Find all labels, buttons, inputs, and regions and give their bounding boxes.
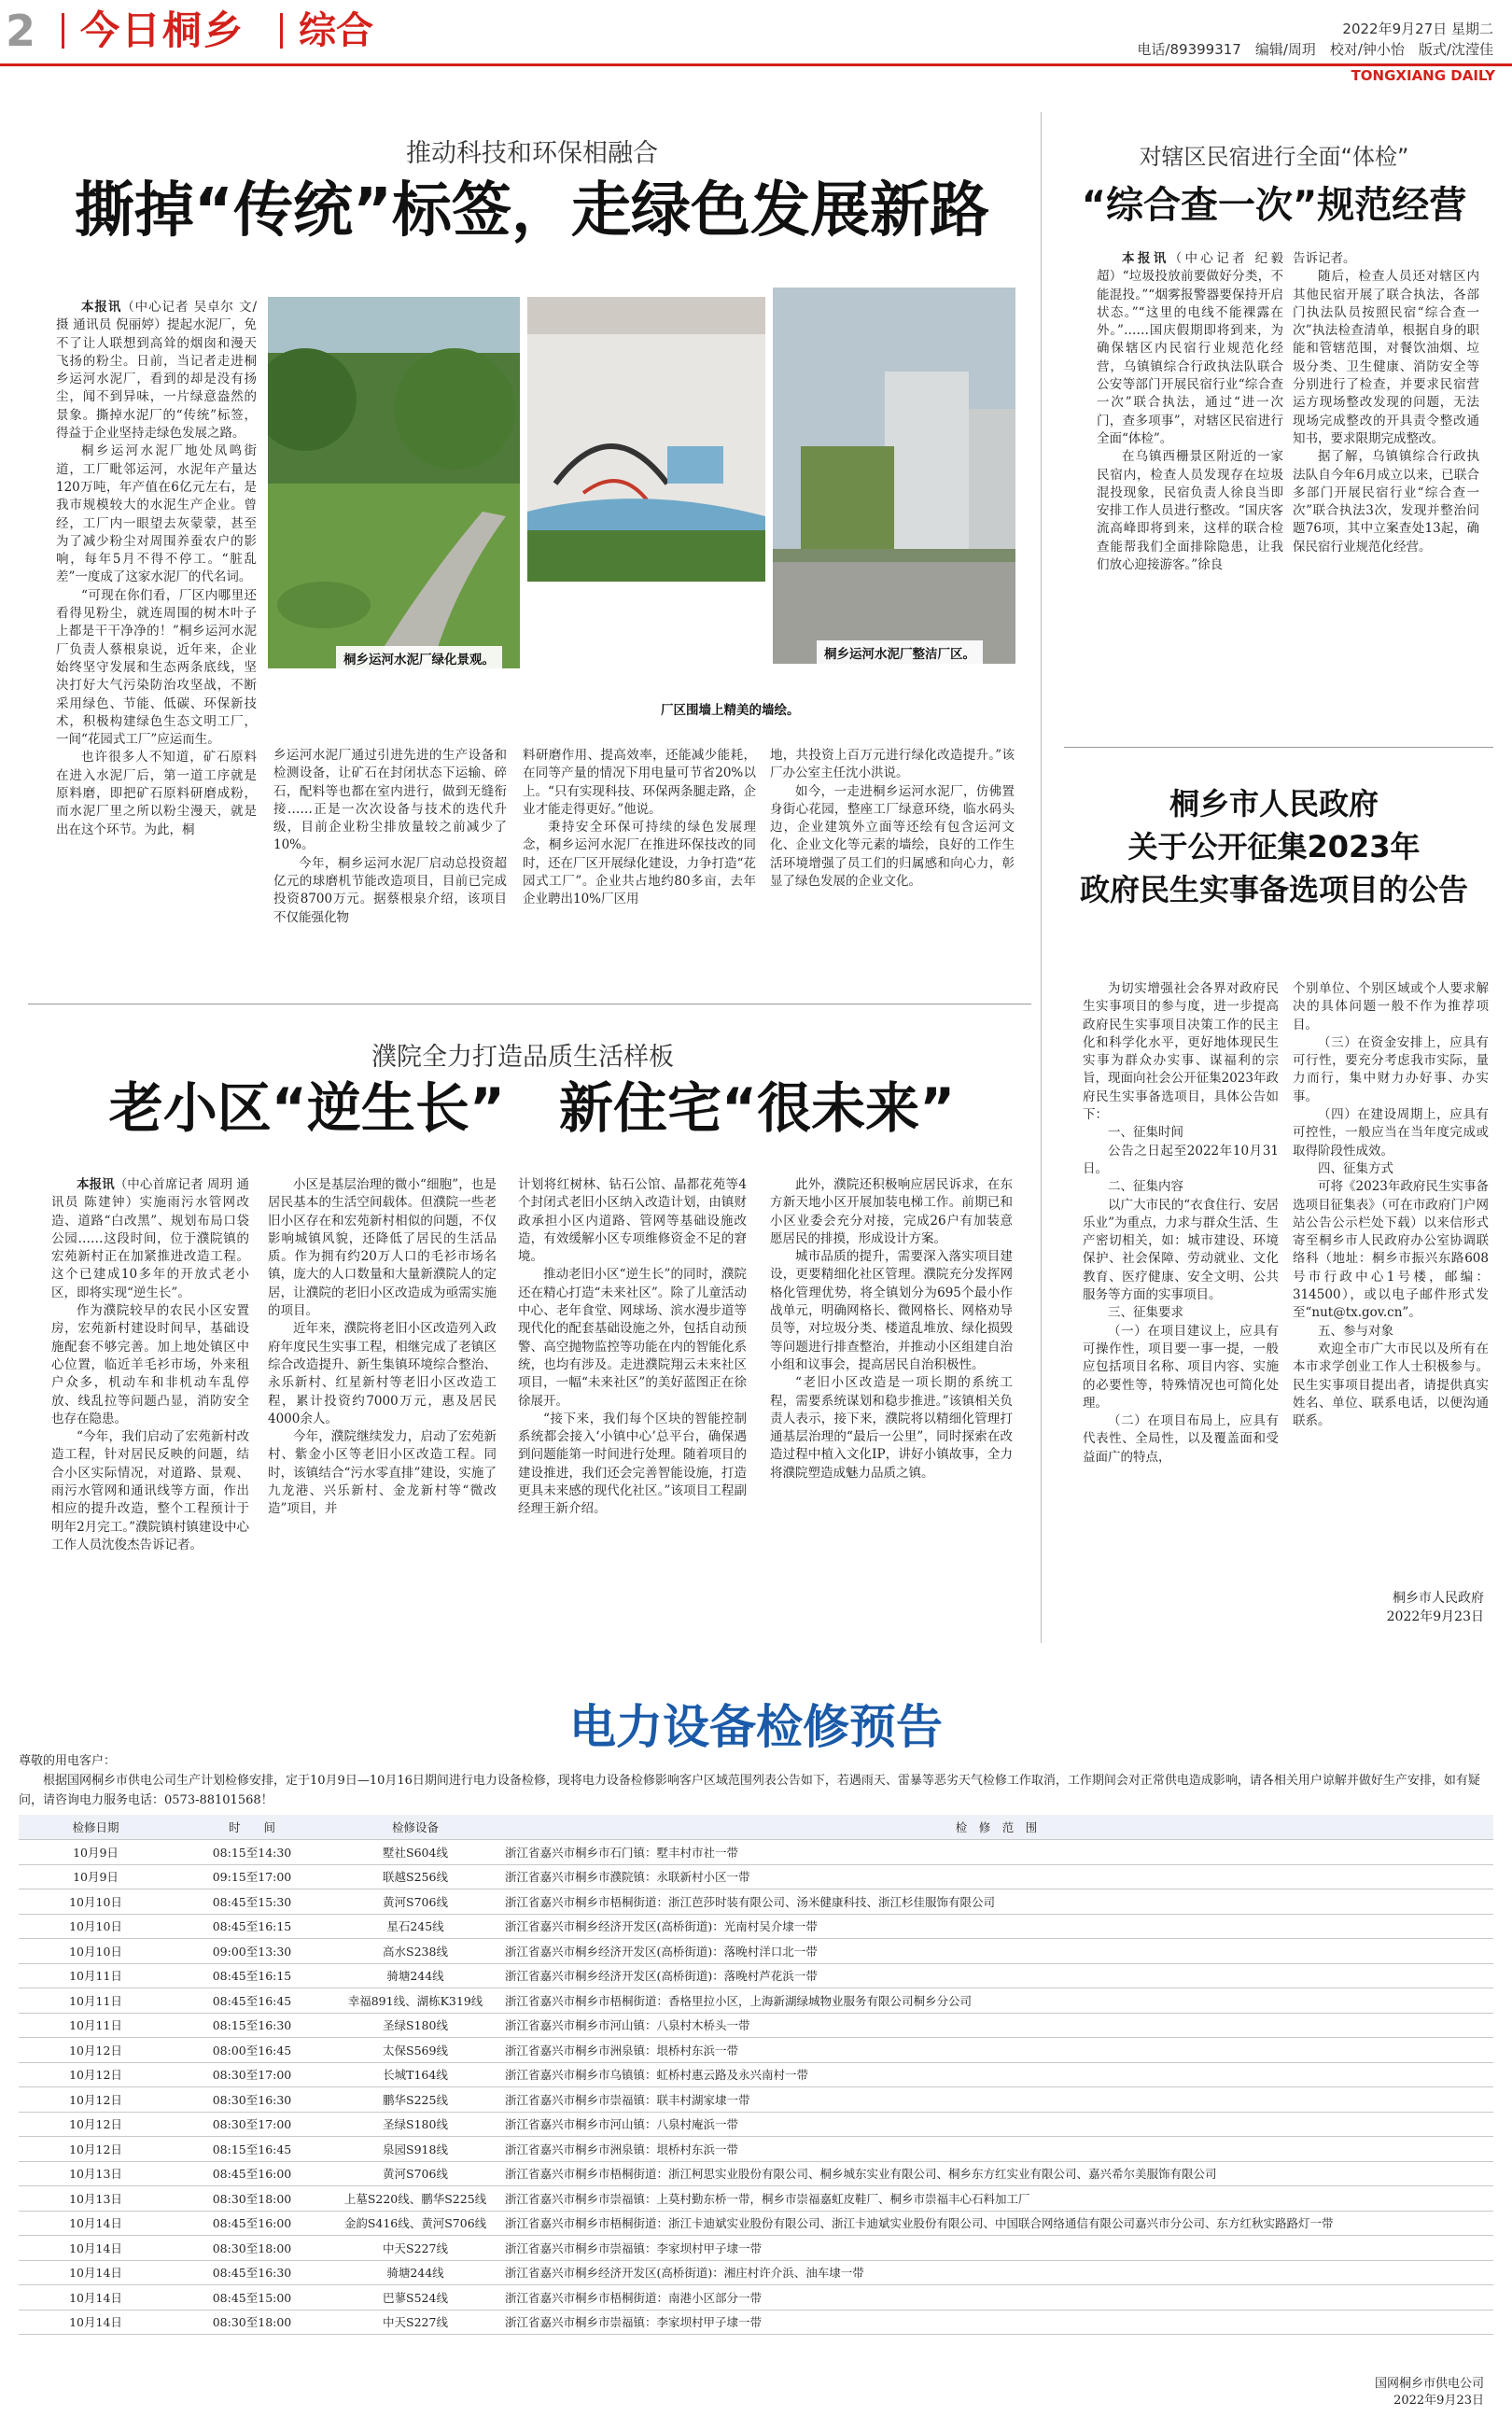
table-cell: 08:30至17:00 bbox=[173, 2112, 331, 2137]
table-cell: 鹏华S225线 bbox=[331, 2087, 499, 2113]
table-cell: 浙江省嘉兴市桐乡市乌镇镇：虹桥村惠云路及永兴南村一带 bbox=[499, 2062, 1493, 2087]
article2-paragraph: 随后，检查人员还对辖区内其他民宿开展了联合执法，各部门执法队员按照民宿“综合查一次”执法检查清单，根据自身的职能和管辖范围，对餐饮油烟、垃圾分类、卫生健康、消防安全等分别进行了检查，并要求民宿营运方现场整改发现的问题，无法现场完成整改的开具责令整改通知书，要求限期完成整改。 bbox=[1293, 269, 1479, 446]
table-cell: 中天S227线 bbox=[331, 2310, 499, 2335]
table-cell: 10月11日 bbox=[19, 1963, 173, 1988]
table-cell: 08:45至16:00 bbox=[173, 2211, 331, 2236]
notice-sign-date: 2022年9月23日 bbox=[1386, 1609, 1484, 1624]
table-cell: 黄河S706线 bbox=[331, 1889, 499, 1915]
table-row bbox=[19, 1889, 1493, 1915]
table-cell: 10月9日 bbox=[19, 1864, 173, 1889]
table-cell: 浙江省嘉兴市桐乡市梧桐街道：浙江卡迪斌实业股份有限公司、浙江卡迪斌实业股份有限公司、中国联合网络通信有限公司嘉兴市分公司、东方红秋实路路灯一带 bbox=[499, 2211, 1493, 2236]
article3-paragraph: 作为濮院较早的农民小区安置房，宏苑新村建设时间早，基础设施配套不够完善。加上地处镇区中心位置，临近羊毛衫市场，外来租户众多，机动车和非机动车乱停放、线乱拉等问题凸显，消防安全也存在隐患。 bbox=[51, 1303, 249, 1426]
article1-paragraph: 也许很多人不知道，矿石原料在进入水泥厂后，第一道工序就是原料磨，即把矿石原料研磨成粉，而水泥厂里之所以粉尘漫天，就是出在这个环节。为此，桐 bbox=[56, 750, 257, 837]
notice-headline bbox=[1055, 782, 1493, 911]
article3-column bbox=[518, 1176, 747, 1643]
article1-byline: 本报讯 bbox=[81, 300, 122, 315]
notice-paragraph: （一）在项目建议上，应具有可操作性，项目要一事一提，一般应包括项目名称、项目内容、实施的必要性等，特殊情况也可简化处理。 bbox=[1083, 1323, 1279, 1411]
table-row bbox=[19, 2211, 1493, 2236]
notice-paragraph: 公告之日起至2022年10月31日。 bbox=[1083, 1143, 1279, 1176]
table-cell: 08:30至18:00 bbox=[173, 2186, 331, 2212]
table-cell: 10月13日 bbox=[19, 2161, 173, 2186]
section-rule bbox=[1064, 747, 1493, 748]
table-cell: 08:45至15:00 bbox=[173, 2285, 331, 2311]
notice-paragraph: 以广大市民的“衣食住行、安居乐业”为重点，力求与群众生活、生产密切相关，如：城市建设、环境保护、社会保障、劳动就业、文化教育、医疗健康、安全文明、公共服务等方面的实事项目。 bbox=[1083, 1197, 1279, 1303]
table-cell: 高水S238线 bbox=[331, 1939, 499, 1964]
article2-column bbox=[1097, 250, 1283, 698]
table-cell: 黄河S706线 bbox=[331, 2161, 499, 2186]
article2-column bbox=[1293, 250, 1479, 698]
table-cell: 08:15至14:30 bbox=[173, 1840, 331, 1865]
table-cell: 10月10日 bbox=[19, 1914, 173, 1939]
table-cell: 10月12日 bbox=[19, 2038, 173, 2063]
notice-headline-line: 桐乡市人民政府 bbox=[1169, 786, 1379, 822]
notice-paragraph: 欢迎全市广大市民以及所有在本市求学创业工作人士积极参与。民生实事项目提出者，请提供真实姓名、单位、联系电话，以便沟通联系。 bbox=[1293, 1341, 1489, 1429]
table-cell: 10月12日 bbox=[19, 2087, 173, 2113]
table-cell: 08:00至16:45 bbox=[173, 2038, 331, 2063]
article3-paragraph: 此外，濮院还积极响应居民诉求，在东方新天地小区开展加装电梯工作。前期已和小区业委会充分对接，完成26户有加装意愿居民的排摸，形成设计方案。 bbox=[770, 1177, 1013, 1246]
table-cell: 上墓S220线、鹏华S225线 bbox=[331, 2186, 499, 2212]
article1-paragraph: 如今，一走进桐乡运河水泥厂，仿佛置身街心花园，整座工厂绿意环绕，临水码头边，企业建筑外立面等还绘有包含运河文化、企业文化等元素的墙绘，良好的工作生活环境增强了员工们的归属感和向心力，彰显了绿色发展的企业文化。 bbox=[770, 783, 1015, 890]
notice-column bbox=[1083, 980, 1279, 1634]
english-name: TONGXIANG DAILY bbox=[1351, 67, 1495, 84]
table-cell: 08:30至18:00 bbox=[173, 2236, 331, 2261]
table-cell: 骑塘244线 bbox=[331, 1963, 499, 1988]
table-cell: 圣绿S180线 bbox=[331, 2112, 499, 2137]
table-header-cell: 检修设备 bbox=[331, 1815, 499, 1840]
article1-column bbox=[523, 747, 756, 994]
table-cell: 浙江省嘉兴市桐乡市崇福镇：上莫村勤东桥一带，桐乡市崇福嘉虹皮鞋厂、桐乡市崇福丰心石料加工厂 bbox=[499, 2186, 1493, 2212]
table-header-row bbox=[19, 1815, 1493, 1840]
notice-paragraph: 三、征集要求 bbox=[1108, 1305, 1183, 1321]
table-cell: 浙江省嘉兴市桐乡市石门镇：墅丰村市社一带 bbox=[499, 1840, 1493, 1865]
masthead-rule bbox=[0, 63, 1512, 66]
article3-paragraph: 今年，濮院继续发力，启动了宏苑新村、紫金小区等老旧小区改造工程。同时，该镇结合“污水零直排”建设，实施了九龙港、兴乐新村、金龙新村等“微改造”项目，并 bbox=[268, 1429, 497, 1517]
table-row bbox=[19, 2062, 1493, 2087]
notice-paragraph: 一、征集时间 bbox=[1108, 1125, 1183, 1141]
table-cell: 长城T164线 bbox=[331, 2062, 499, 2087]
table-cell: 骑塘244线 bbox=[331, 2260, 499, 2285]
table-row bbox=[19, 1963, 1493, 1988]
power-notice-signature bbox=[1288, 2376, 1484, 2409]
table-row bbox=[19, 2260, 1493, 2285]
notice-signature bbox=[1293, 1589, 1484, 1626]
table-cell: 浙江省嘉兴市桐乡市洲泉镇：垠桥村东浜一带 bbox=[499, 2137, 1493, 2162]
table-cell: 08:30至16:30 bbox=[173, 2087, 331, 2113]
power-notice-intro bbox=[19, 1751, 1493, 1810]
article2-byline: 本报讯 bbox=[1122, 251, 1169, 266]
table-cell: 金韵S416线、黄河S706线 bbox=[331, 2211, 499, 2236]
table-cell: 10月14日 bbox=[19, 2285, 173, 2311]
photo-caption: 桐乡运河水泥厂绿化景观。 bbox=[336, 646, 502, 670]
power-schedule-table-wrap bbox=[19, 1815, 1493, 2335]
table-cell: 08:45至16:15 bbox=[173, 1914, 331, 1939]
table-cell: 浙江省嘉兴市桐乡市梧桐街道：浙江柯思实业股份有限公司、桐乡城东实业有限公司、桐乡东方红实业有限公司、嘉兴希尔美服饰有限公司 bbox=[499, 2161, 1493, 2186]
notice-paragraph: 四、征集方式 bbox=[1318, 1160, 1393, 1176]
article3-byline: 本报讯 bbox=[77, 1177, 115, 1192]
table-header-cell: 检 修 范 围 bbox=[499, 1815, 1493, 1840]
table-cell: 浙江省嘉兴市桐乡市梧桐街道：浙江芭莎时装有限公司、汤米健康科技、浙江杉佳服饰有限公司 bbox=[499, 1889, 1493, 1915]
page-number: 2 bbox=[6, 6, 36, 56]
article3-paragraph: “今年，我们启动了宏苑新村改造工程，针对居民反映的问题，结合小区实际情况，对道路、景观、雨污水管网和通讯线等方面，作出相应的提升改造，整个工程预计于明年2月完工。”濮院镇村镇建设中心工作人员沈俊杰告诉记者。 bbox=[51, 1429, 249, 1552]
table-cell: 08:15至16:45 bbox=[173, 2137, 331, 2162]
article1-paragraph: 料研磨作用、提高效率，还能减少能耗，在同等产量的情况下用电量可节省20%以上。“只有实现科技、环保两条腿走路，企业才能走得更好。”他说。 bbox=[523, 748, 756, 817]
article3-paragraph: （中心首席记者 周玥 通讯员 陈建钟）实施雨污水管网改造、道路“白改黑”、规划布局口袋公园……这段时间，位于濮院镇的宏苑新村正在加紧推进改造工程。这个已建成10多年的开放式老小区，即将实现“逆生长”。 bbox=[51, 1177, 249, 1300]
table-cell: 10月12日 bbox=[19, 2137, 173, 2162]
table-cell: 08:45至16:30 bbox=[173, 2260, 331, 2285]
issue-date: 2022年9月27日 星期二 bbox=[1342, 21, 1493, 37]
table-row bbox=[19, 1988, 1493, 2014]
table-row bbox=[19, 2161, 1493, 2186]
article2-kicker: 对辖区民宿进行全面“体检” bbox=[1139, 144, 1409, 170]
table-cell: 10月13日 bbox=[19, 2186, 173, 2212]
article1-column bbox=[770, 747, 1015, 994]
table-cell: 联越S256线 bbox=[331, 1864, 499, 1889]
table-row bbox=[19, 2137, 1493, 2162]
article1-paragraph: 秉持安全环保可持续的绿色发展理念，桐乡运河水泥厂在推进环保技改的同时，还在厂区开展绿化建设，力争打造“花园式工厂”。企业共占地约80多亩，去年企业聘出10%厂区用 bbox=[523, 820, 756, 907]
article3-column bbox=[268, 1176, 497, 1643]
power-sign-date: 2022年9月23日 bbox=[1393, 2394, 1484, 2408]
photo-caption: 桐乡运河水泥厂整洁厂区。 bbox=[817, 640, 983, 665]
notice-sign-org: 桐乡市人民政府 bbox=[1393, 1591, 1484, 1606]
table-cell: 幸福891线、湖栋K319线 bbox=[331, 1988, 499, 2014]
article1-kicker: 推动科技和环保相融合 bbox=[406, 139, 658, 168]
table-row bbox=[19, 2112, 1493, 2137]
article3-paragraph: 小区是基层治理的微小“细胞”，也是居民基本的生活空间载体。但濮院一些老旧小区存在和宏苑新村相似的问题，不仅影响城镇风貌，还降低了居民的生活品质。作为拥有约20万人口的毛衫市场名镇，庞大的人口数量和大量新濮院人的定居，让濮院的老旧小区改造成为亟需实施的项目。 bbox=[268, 1177, 497, 1319]
article3-headline: 老小区“逆生长” 新住宅“很未来” bbox=[108, 1076, 956, 1140]
table-cell: 08:15至16:30 bbox=[173, 2013, 331, 2038]
power-notice-title: 电力设备检修预告 bbox=[569, 1700, 943, 1754]
power-notice-body: 根据国网桐乡市供电公司生产计划检修安排，定于10月9日—10月16日期间进行电力设备检修，现将电力设备检修影响客户区域范围列表公告如下，若遇雨天、雷暴等恶劣天气检修工作取消，工作期间会对正常供电造成影响，请各相关用户谅解并做好生产安排，如有疑问，请咨询电力服务电话：0573-88101568！ bbox=[19, 1774, 1480, 1807]
article2-headline: “综合查一次”规范经营 bbox=[1081, 184, 1467, 227]
table-cell: 浙江省嘉兴市桐乡经济开发区(高桥街道)：光南村吴介埭一带 bbox=[499, 1914, 1493, 1939]
table-cell: 08:45至15:30 bbox=[173, 1889, 331, 1915]
table-cell: 09:15至17:00 bbox=[173, 1864, 331, 1889]
table-row bbox=[19, 2236, 1493, 2261]
table-cell: 浙江省嘉兴市桐乡市崇福镇：李家坝村甲子埭一带 bbox=[499, 2236, 1493, 2261]
article3-column bbox=[51, 1176, 249, 1643]
table-row bbox=[19, 2087, 1493, 2113]
table-cell: 浙江省嘉兴市桐乡经济开发区(高桥街道)：落晚村芦花浜一带 bbox=[499, 1963, 1493, 1988]
table-cell: 浙江省嘉兴市桐乡市梧桐街道：南港小区部分一带 bbox=[499, 2285, 1493, 2311]
table-row bbox=[19, 2310, 1493, 2335]
table-cell: 10月11日 bbox=[19, 2013, 173, 2038]
table-cell: 浙江省嘉兴市桐乡经济开发区(高桥街道)：湘庄村许介浜、油车埭一带 bbox=[499, 2260, 1493, 2285]
table-cell: 08:45至16:45 bbox=[173, 1988, 331, 2014]
table-header-cell: 时 间 bbox=[173, 1815, 331, 1840]
table-cell: 10月12日 bbox=[19, 2112, 173, 2137]
notice-paragraph: （四）在建设周期上，应具有可控性，一般应当在当年度完成或取得阶段性成效。 bbox=[1293, 1107, 1489, 1159]
section-title: 综合 bbox=[299, 9, 373, 52]
table-cell: 浙江省嘉兴市桐乡市河山镇：八泉村庵浜一带 bbox=[499, 2112, 1493, 2137]
table-row bbox=[19, 1914, 1493, 1939]
editorial-staff: 电话/89399317 编辑/周玥 校对/钟小怡 版式/沈滢佳 bbox=[1137, 41, 1493, 58]
article3-kicker: 濮院全力打造品质生活样板 bbox=[371, 1043, 674, 1072]
table-cell: 08:30至18:00 bbox=[173, 2310, 331, 2335]
notice-paragraph: 为切实增强社会各界对政府民生实事项目的参与度，进一步提高政府民生实事项目决策工作的民主化和科学化水平，更好地体现民生实事为群众办实事、谋福利的宗旨，现面向社会公开征集2023年政府民生实事备选项目，具体公告如下： bbox=[1083, 981, 1279, 1123]
article2-paragraph: 告诉记者。 bbox=[1293, 251, 1356, 266]
table-cell: 08:45至16:00 bbox=[173, 2161, 331, 2186]
table-cell: 圣绿S180线 bbox=[331, 2013, 499, 2038]
table-cell: 09:00至13:30 bbox=[173, 1939, 331, 1964]
table-row bbox=[19, 2186, 1493, 2212]
article3-column bbox=[770, 1176, 1013, 1643]
table-cell: 中天S227线 bbox=[331, 2236, 499, 2261]
notice-paragraph: 五、参与对象 bbox=[1318, 1323, 1393, 1339]
table-cell: 10月10日 bbox=[19, 1889, 173, 1915]
table-cell: 10月14日 bbox=[19, 2211, 173, 2236]
article3-paragraph: “接下来，我们每个区块的智能控制系统都会接入‘小镇中心’总平台，确保遇到问题能第一时间进行处理。随着项目的建设推进，我们还会完善智能设施，打造更具未来感的现代化社区。”该项目工程副经理王新介绍。 bbox=[518, 1411, 747, 1517]
notice-headline-line: 关于公开征集2023年 bbox=[1127, 829, 1421, 864]
article1-column bbox=[273, 747, 507, 994]
table-cell: 10月10日 bbox=[19, 1939, 173, 1964]
article3-paragraph: 推动老旧小区“逆生长”的同时，濮院还在精心打造“未来社区”。除了儿童活动中心、老年食堂、网球场、滨水漫步道等现代化的配套基础设施之外，包括自动预警、高空抛物监控等功能在内的智能化系统，也均有涉及。走进濮院翔云未来社区项目，一幅“未来社区”的美好蓝图正在徐徐展开。 bbox=[518, 1267, 747, 1409]
table-cell: 浙江省嘉兴市桐乡市河山镇：八泉村木桥头一带 bbox=[499, 2013, 1493, 2038]
notice-headline-line: 政府民生实事备选项目的公告 bbox=[1079, 872, 1468, 907]
table-cell: 巴蓼S524线 bbox=[331, 2285, 499, 2311]
column-divider bbox=[1041, 112, 1042, 1643]
table-cell: 浙江省嘉兴市桐乡市崇福镇：李家坝村甲子埭一带 bbox=[499, 2310, 1493, 2335]
photo-factory bbox=[773, 288, 1015, 664]
table-cell: 浙江省嘉兴市桐乡经济开发区(高桥街道)：落晚村洋口北一带 bbox=[499, 1939, 1493, 1964]
table-cell: 浙江省嘉兴市桐乡市濮院镇：永联新村小区一带 bbox=[499, 1864, 1493, 1889]
photo-green-landscape bbox=[268, 297, 520, 668]
table-cell: 08:45至16:15 bbox=[173, 1963, 331, 1988]
table-header-cell: 检修日期 bbox=[19, 1815, 173, 1840]
article3-paragraph: “老旧小区改造是一项长期的系统工程，需要系统谋划和稳步推进。”该镇相关负责人表示，接下来，濮院将以精细化管理打通基层治理的“最后一公里”，同时探索在改造过程中植入文化IP，讲好小镇故事，全力将濮院塑造成魅力品质之镇。 bbox=[770, 1375, 1013, 1481]
table-row bbox=[19, 2013, 1493, 2038]
table-row bbox=[19, 1939, 1493, 1964]
notice-column bbox=[1293, 980, 1489, 1568]
masthead-divider bbox=[280, 13, 283, 49]
article1-paragraph: 乡运河水泥厂通过引进先进的生产设备和检测设备，让矿石在封闭状态下运输、碎石，配料等也都在室内进行，做到无缝衔接……正是一次次设备与技术的迭代升级，目前企业粉尘排放量较之前减少了10%。 bbox=[273, 748, 507, 853]
table-cell: 10月11日 bbox=[19, 1988, 173, 2014]
table-cell: 08:30至17:00 bbox=[173, 2062, 331, 2087]
table-cell: 太保S569线 bbox=[331, 2038, 499, 2063]
table-row bbox=[19, 1864, 1493, 1889]
photo-wall-mural bbox=[527, 297, 765, 582]
article1-paragraph: （中心记者 吴卓尔 文/摄 通讯员 倪丽婷）提起水泥厂，免不了让人联想到高耸的烟囱和漫天飞扬的粉尘。日前，当记者走进桐乡运河水泥厂，看到的却是没有扬尘，闻不到异味，一片绿意盎然的景象。撕掉水泥厂的“传统”标签，得益于企业坚持走绿色发展之路。 bbox=[56, 300, 257, 442]
notice-paragraph: （三）在资金安排上，应具有可行性，要充分考虑我市实际，量力而行，集中财力办好事、办实事。 bbox=[1293, 1034, 1489, 1104]
table-cell: 浙江省嘉兴市桐乡市崇福镇：联丰村湖家埭一带 bbox=[499, 2087, 1493, 2113]
power-sign-org: 国网桐乡市供电公司 bbox=[1374, 2377, 1484, 2391]
newspaper-logo: 今日桐乡 bbox=[80, 7, 245, 53]
notice-paragraph: 可将《2023年政府民生实事备选项目征集表》（可在市政府门户网站公告公示栏处下载）以来信形式寄至桐乡市人民政府办公室协调联络科（地址：桐乡市振兴东路608号市行政中心1号楼，邮编：314500），或以电子邮件形式发至“nut@tx.gov.cn”。 bbox=[1293, 1179, 1489, 1321]
table-cell: 10月9日 bbox=[19, 1840, 173, 1865]
table-body bbox=[19, 1840, 1493, 2335]
table-cell: 星石245线 bbox=[331, 1914, 499, 1939]
article3-paragraph: 计划将红树林、钻石公馆、晶都花苑等4个封闭式老旧小区纳入改造计划，由镇财政承担小区内道路、管网等基础设施改造，有效缓解小区专项维修资金不足的窘境。 bbox=[518, 1177, 747, 1265]
article3-paragraph: 城市品质的提升，需要深入落实项目建设，更要精细化社区管理。濮院充分发挥网格化管理优势，将全镇划分为695个最小作战单元，明确网格长、微网格长、网格劝导员等，对垃圾分类、楼道乱堆放、绿化损毁等问题进行排查整治，并推动小区组建自治小组和议事会，提高居民自治积极性。 bbox=[770, 1249, 1013, 1372]
article1-column bbox=[56, 299, 257, 990]
notice-paragraph: 个别单位、个别区域或个人要求解决的具体问题一般不作为推荐项目。 bbox=[1293, 981, 1489, 1032]
table-row bbox=[19, 2038, 1493, 2063]
article1-paragraph: 今年，桐乡运河水泥厂启动总投资超亿元的球磨机节能改造项目，目前已完成投资8700万元。据蔡根泉介绍，该项目不仅能强化物 bbox=[273, 855, 507, 925]
article1-paragraph: 地，共投资上百万元进行绿化改造提升。”该厂办公室主任沈小洪说。 bbox=[770, 748, 1015, 781]
notice-paragraph: （二）在项目布局上，应具有代表性、全局性，以及覆盖面和受益面广的特点， bbox=[1083, 1413, 1279, 1465]
table-cell: 浙江省嘉兴市桐乡市洲泉镇：垠桥村东浜一带 bbox=[499, 2038, 1493, 2063]
article1-paragraph: “可现在你们看，厂区内哪里还看得见粉尘，就连周围的树木叶子上都是干干净净的！”桐乡运河水泥厂负责人蔡根泉说，近年来，企业始终坚守发展和生态两条底线，坚决打好大气污染防治攻坚战，不断采用绿色、节能、低碳、环保新技术，积极构建绿色生态文明工厂，一间“花园式工厂”应运而生。 bbox=[56, 587, 257, 748]
table-row bbox=[19, 1840, 1493, 1865]
article2-paragraph: 据了解，乌镇镇综合行政执法队自今年6月成立以来，已联合多部门开展民宿行业“综合查一次”联合执法3次，发现并整治问题76项，其中立案查处13起，确保民宿行业规范化经营。 bbox=[1293, 449, 1479, 555]
article2-paragraph: （中心记者 纪毅超）“垃圾投放前要做好分类，不能混投。”“烟雾报警器要保持开启状态。”“这里的电线不能裸露在外。”……国庆假期即将到来，为确保辖区内民宿行业规范化经营，乌镇镇综合行政执法队联合公安等部门开展民宿行业“综合查一次”联合执法，通过“进一次门，查多项事”，对辖区民宿进行全面“体检”。 bbox=[1097, 251, 1283, 446]
article2-paragraph: 在乌镇西栅景区附近的一家民宿内，检查人员发现存在垃圾混投现象，民宿负责人徐良当即安排工作人员进行整改。“国庆客流高峰即将到来，这样的联合检查能帮我们全面排除隐患，让我们放心迎接游客。”徐良 bbox=[1097, 449, 1283, 573]
article1-headline: 撕掉“传统”标签，走绿色发展新路 bbox=[74, 176, 990, 246]
power-notice-greeting: 尊敬的用电客户： bbox=[19, 1754, 117, 1768]
notice-paragraph: 二、征集内容 bbox=[1108, 1179, 1183, 1195]
table-cell: 墅社S604线 bbox=[331, 1840, 499, 1865]
table-cell: 10月14日 bbox=[19, 2260, 173, 2285]
photo-caption: 厂区围墙上精美的墙绘。 bbox=[653, 696, 807, 721]
article3-paragraph: 近年来，濮院将老旧小区改造列入政府年度民生实事工程，相继完成了老镇区综合改造提升、新生集镇环境综合整治、永乐新村、红星新村等老旧小区改造工程，累计投资约7000万元，惠及居民4000余人。 bbox=[268, 1321, 497, 1426]
article1-paragraph: 桐乡运河水泥厂地处凤鸣街道，工厂毗邻运河，水泥年产量达120万吨，年产值在6亿元左右，是我市规模较大的水泥生产企业。曾经，工厂内一眼望去灰蒙蒙，甚至为了减少粉尘对周围养蚕农户的影响，每年5月不得不停工。“脏乱差”一度成了这家水泥厂的代名词。 bbox=[56, 443, 257, 585]
table-cell: 10月14日 bbox=[19, 2236, 173, 2261]
table-cell: 浙江省嘉兴市桐乡市梧桐街道：香格里拉小区，上海新湖绿城物业服务有限公司桐乡分公司 bbox=[499, 1988, 1493, 2014]
table-cell: 泉园S918线 bbox=[331, 2137, 499, 2162]
table-cell: 10月12日 bbox=[19, 2062, 173, 2087]
table-cell: 10月14日 bbox=[19, 2310, 173, 2335]
power-schedule-table bbox=[19, 1815, 1493, 2335]
table-row bbox=[19, 2285, 1493, 2311]
masthead-divider bbox=[62, 13, 64, 49]
